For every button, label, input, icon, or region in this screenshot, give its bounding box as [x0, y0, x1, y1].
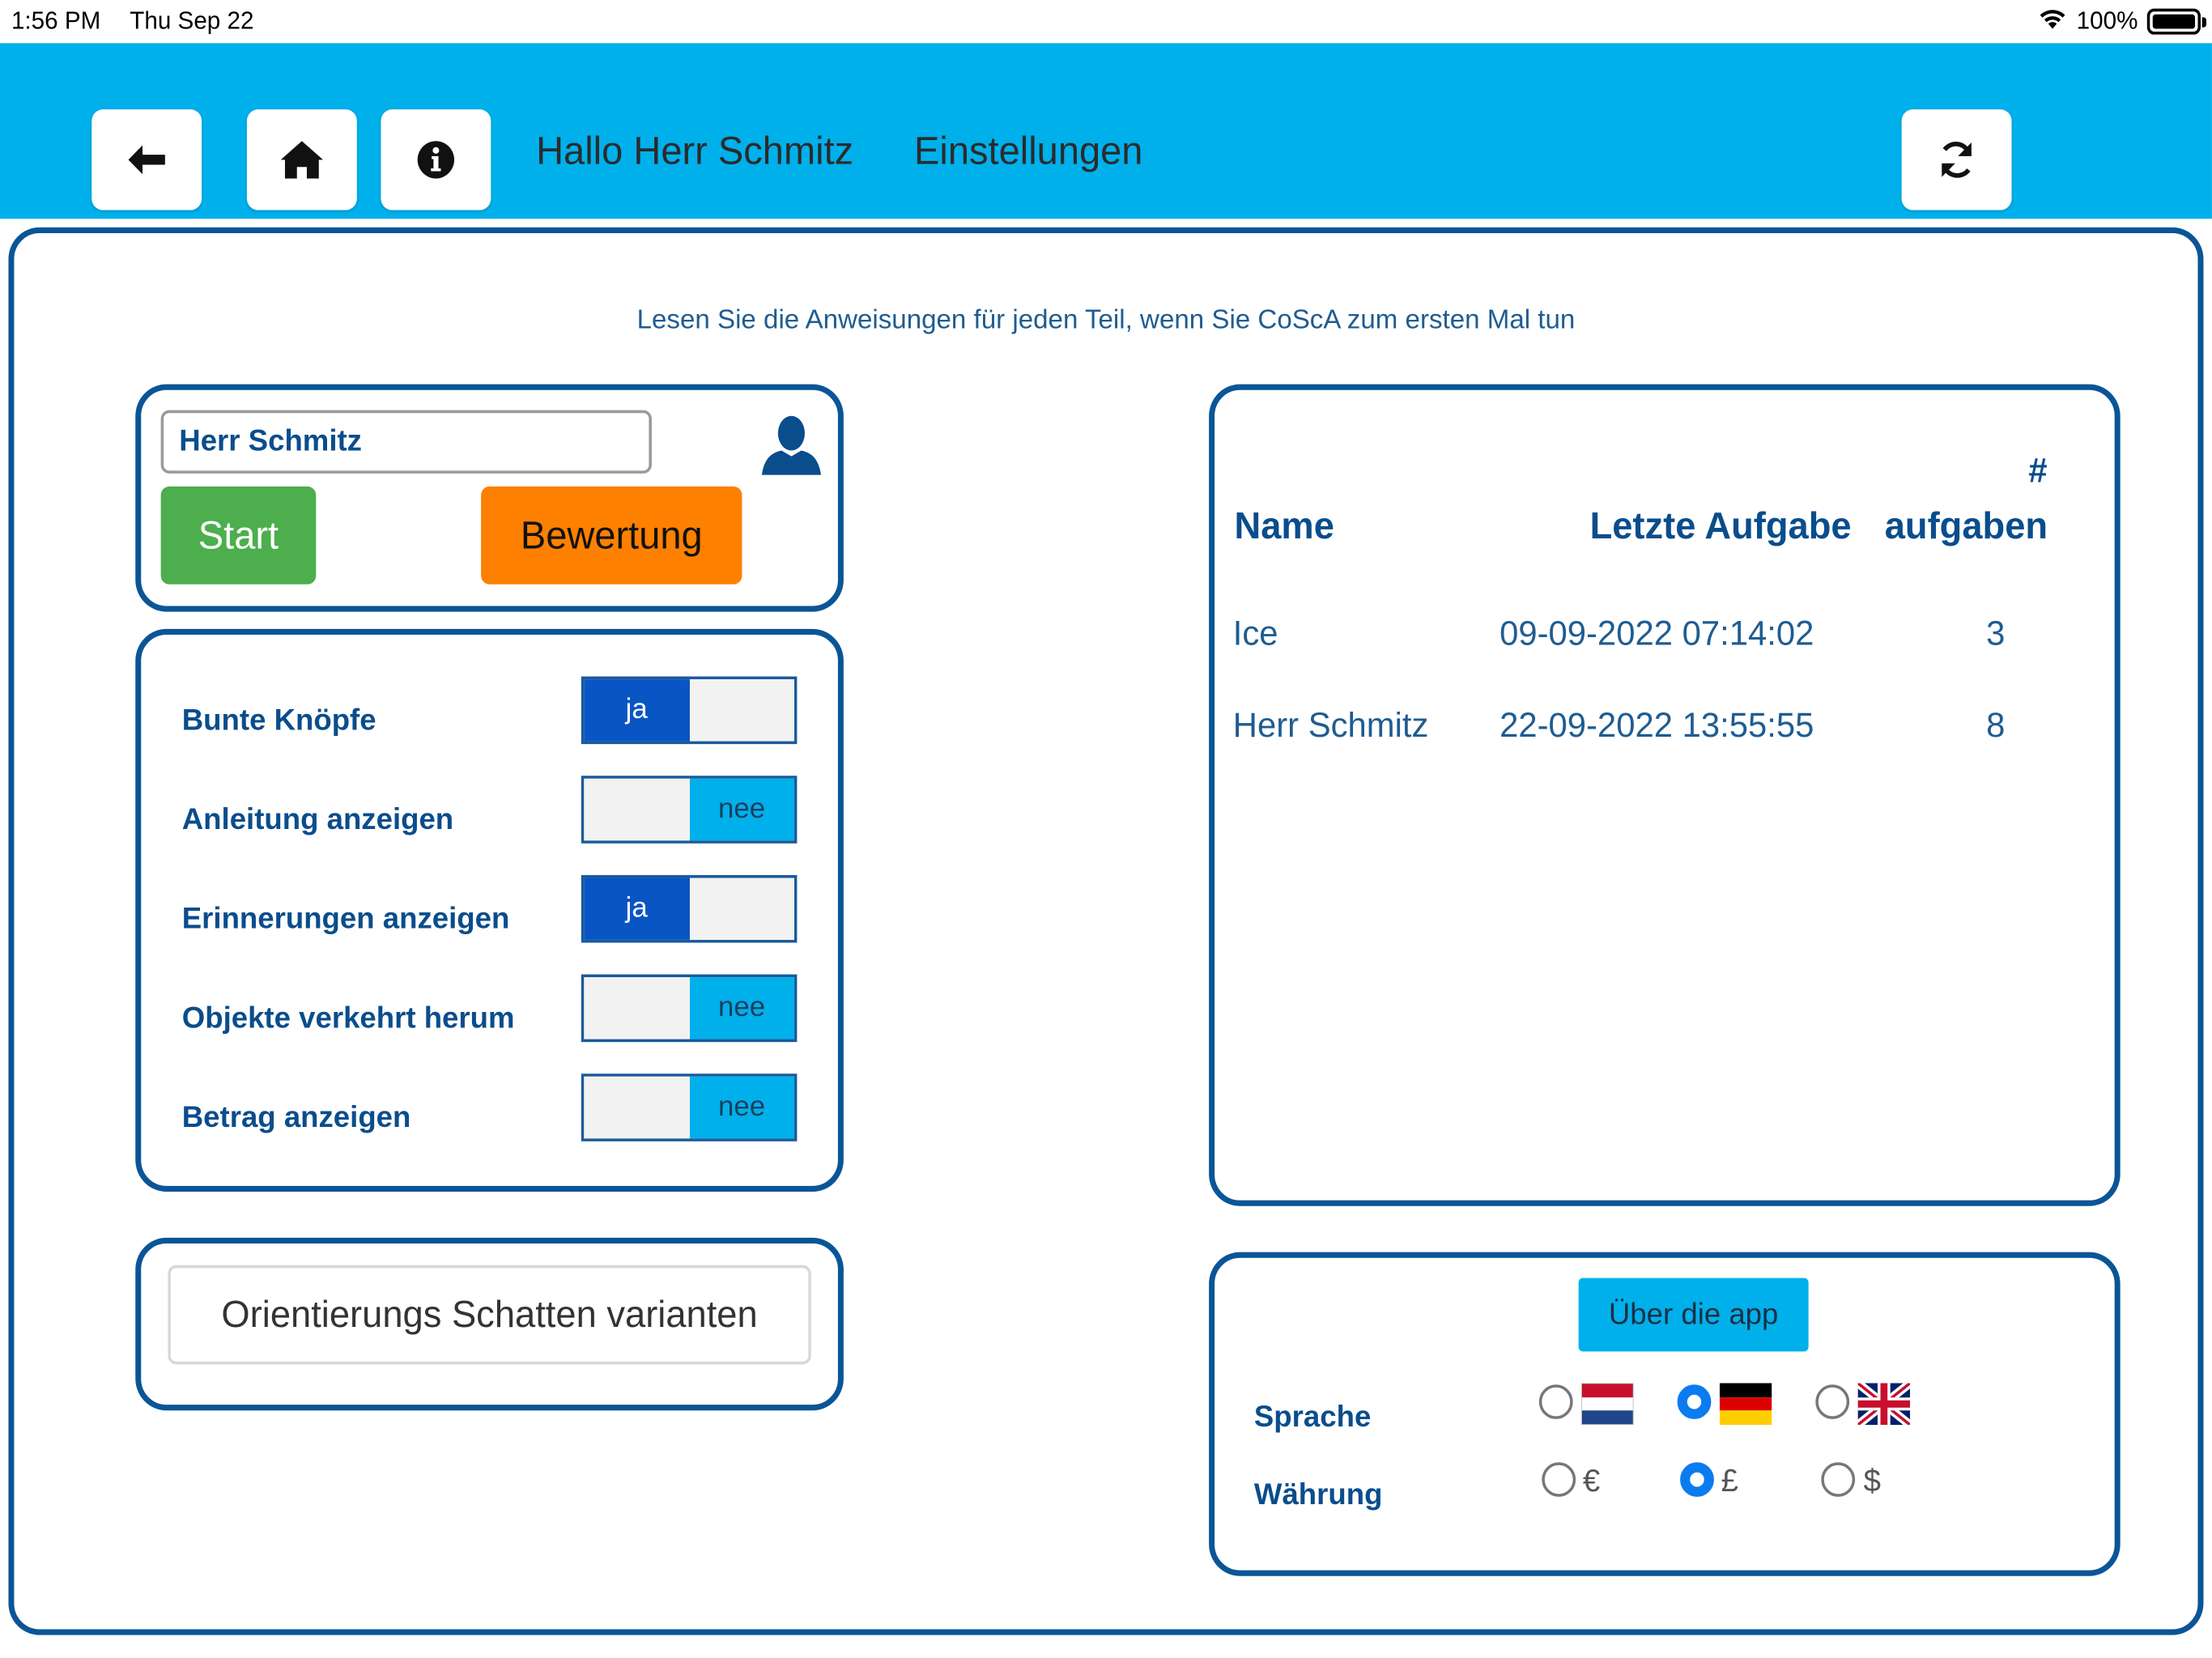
language-radio-de[interactable]	[1678, 1384, 1712, 1419]
rating-button[interactable]: Bewertung	[481, 487, 742, 585]
greeting-title: Hallo Herr Schmitz	[536, 130, 854, 173]
netherlands-flag-icon	[1581, 1383, 1633, 1425]
instruction-text: Lesen Sie die Anweisungen für jeden Teil, wenn Sie CoScA zum ersten Mal tun	[636, 304, 1576, 336]
status-time: 1:56 PM	[11, 6, 101, 35]
row-count: 8	[1986, 706, 2006, 746]
start-button[interactable]: Start	[161, 487, 317, 585]
count-symbol-header: #	[2028, 452, 2048, 491]
language-label: Sprache	[1253, 1400, 1372, 1434]
battery-icon	[2147, 9, 2201, 35]
app-header	[0, 43, 2212, 219]
wifi-icon	[2037, 6, 2068, 32]
toggle-value: ja	[584, 878, 689, 939]
page-title: Einstellungen	[914, 130, 1143, 173]
arrow-left-icon	[125, 142, 168, 177]
refresh-button[interactable]	[1902, 109, 2012, 210]
setting-label-anleitung-anzeigen: Anleitung anzeigen	[181, 803, 454, 836]
toggle-anleitung-anzeigen[interactable]	[581, 776, 798, 844]
toggle-value: nee	[689, 1077, 794, 1138]
back-button[interactable]	[91, 109, 202, 210]
setting-label-betrag-anzeigen: Betrag anzeigen	[181, 1101, 411, 1134]
home-icon	[279, 139, 325, 180]
toggle-value: ja	[584, 679, 689, 741]
toggle-betrag-anzeigen[interactable]	[581, 1073, 798, 1141]
language-radio-en[interactable]	[1815, 1384, 1849, 1419]
toggle-erinnerungen-anzeigen[interactable]	[581, 875, 798, 943]
currency-radio-pound[interactable]	[1680, 1462, 1714, 1497]
toggle-value: nee	[689, 779, 794, 840]
row-name: Ice	[1232, 614, 1278, 654]
row-count: 3	[1986, 614, 2006, 654]
battery-percentage: 100%	[2076, 6, 2138, 35]
uk-flag-icon	[1858, 1383, 1910, 1425]
info-icon	[416, 139, 456, 180]
currency-symbol-dollar: $	[1863, 1462, 1881, 1499]
toggle-objekte-verkehrt-herum[interactable]	[581, 975, 798, 1043]
about-app-button[interactable]: Über die app	[1579, 1278, 1809, 1352]
name-column-header: Name	[1234, 504, 1334, 547]
count-column-header: aufgaben	[1884, 504, 2048, 547]
orientation-variants-button[interactable]: Orientierungs Schatten varianten	[168, 1265, 810, 1365]
status-date: Thu Sep 22	[130, 6, 254, 35]
refresh-icon	[1935, 138, 1977, 181]
row-date: 22-09-2022 13:55:55	[1499, 706, 1814, 746]
currency-radio-euro[interactable]	[1542, 1462, 1576, 1497]
currency-symbol-euro: €	[1582, 1462, 1601, 1499]
toggle-bunte-knoepfe[interactable]	[581, 677, 798, 745]
status-bar	[0, 0, 2212, 43]
info-button[interactable]	[381, 109, 491, 210]
language-radio-nl[interactable]	[1539, 1384, 1573, 1419]
currency-symbol-pound: £	[1721, 1462, 1738, 1499]
home-button[interactable]	[247, 109, 357, 210]
toggle-value: nee	[689, 977, 794, 1039]
currency-label: Währung	[1253, 1477, 1383, 1511]
user-icon	[760, 413, 823, 476]
last-task-column-header: Letzte Aufgabe	[1589, 504, 1852, 547]
setting-label-erinnerungen-anzeigen: Erinnerungen anzeigen	[181, 902, 510, 936]
row-name: Herr Schmitz	[1232, 706, 1429, 746]
row-date: 09-09-2022 07:14:02	[1499, 614, 1814, 654]
user-name-input[interactable]: Herr Schmitz	[161, 410, 652, 474]
currency-radio-dollar[interactable]	[1821, 1462, 1855, 1497]
setting-label-bunte-knoepfe: Bunte Knöpfe	[181, 704, 376, 738]
germany-flag-icon	[1720, 1383, 1772, 1425]
setting-label-objekte-verkehrt-herum: Objekte verkehrt herum	[181, 1001, 515, 1035]
